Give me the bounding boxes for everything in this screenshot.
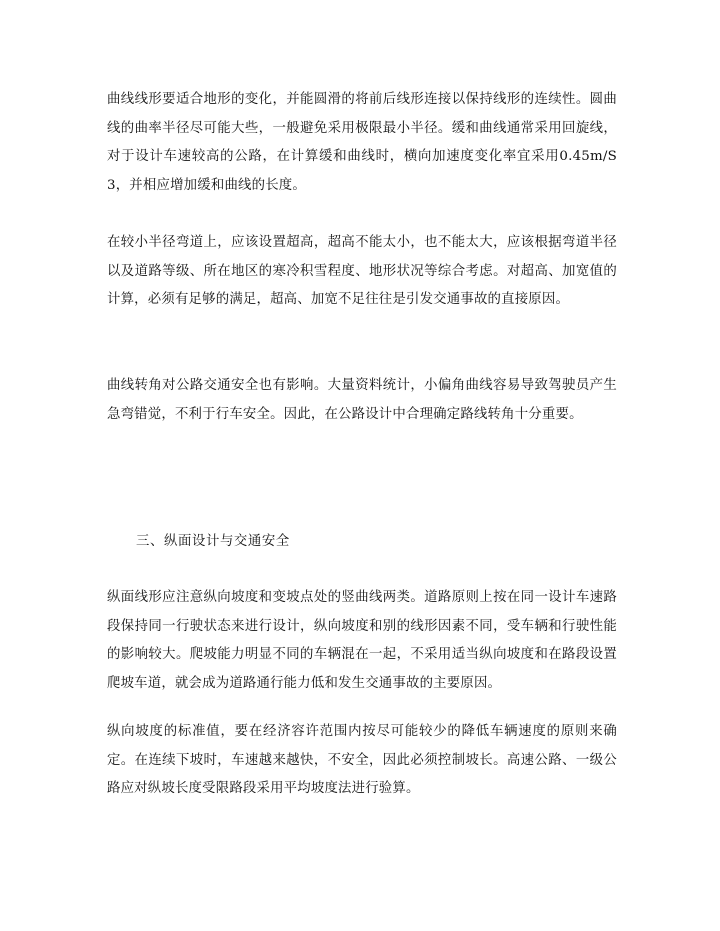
section-heading: 三、纵面设计与交通安全 (136, 534, 290, 549)
paragraph-superelevation: 在较小半径弯道上，应该设置超高，超高不能太小，也不能太大，应该根据弯道半径以及道路等级、所在地区的寒冷积雪程度、地形状况等综合考虑。对超高、加宽值的计算，必须有足够的满足，超高、加宽不足往往是引发交通事故的直接原因。 (107, 235, 617, 308)
paragraph-curve-alignment: 曲线线形要适合地形的变化，并能圆滑的将前后线形连接以保持线形的连续性。圆曲线的曲率半径尽可能大些，一般避免采用极限最小半径。缓和曲线通常采用回旋线，对于设计车速较高的公路，在计算缓和曲线时，横向加速度变化率宜采用0.45m/S3，并相应增加缓和曲线的长度。 (107, 92, 617, 193)
paragraph-curve-deflection-angle: 曲线转角对公路交通安全也有影响。大量资料统计，小偏角曲线容易导致驾驶员产生急弯错觉，不利于行车安全。因此，在公路设计中合理确定路线转角十分重要。 (107, 378, 617, 422)
paragraph-vertical-alignment: 纵面线形应注意纵向坡度和变坡点处的竖曲线两类。道路原则上按在同一设计车速路段保持同一行驶状态来进行设计，纵向坡度和别的线形因素不同，受车辆和行驶性能的影响较大。爬坡能力明显不同的车辆混在一起，不采用适当纵向坡度和在路段设置爬坡车道，就会成为道路通行能力低和发生交通事故的主要原因。 (107, 590, 617, 691)
paragraph-longitudinal-grade: 纵向坡度的标准值，要在经济容许范围内按尽可能较少的降低车辆速度的原则来确定。在连续下坡时，车速越来越快，不安全，因此必须控制坡长。高速公路、一级公路应对纵坡长度受限路段采用平均坡度法进行验算。 (107, 724, 617, 797)
